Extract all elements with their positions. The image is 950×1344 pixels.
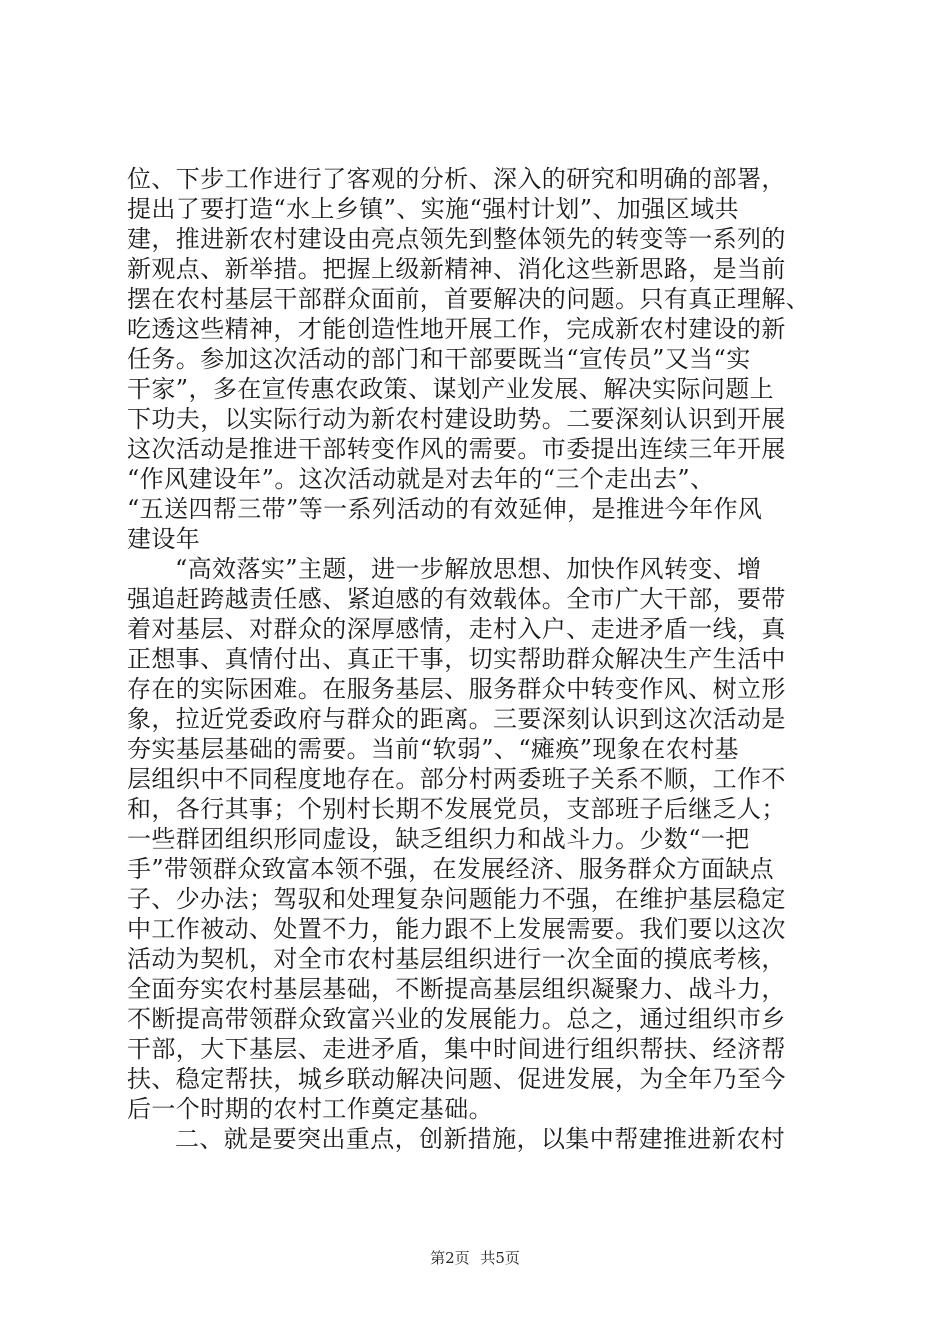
text-line: 活动为契机，对全市农村基层组织进行一次全面的摸底考核， bbox=[127, 945, 786, 973]
text-line: 着对基层、对群众的深厚感情，走村入户、走进矛盾一线，真 bbox=[127, 615, 786, 643]
text-line: 正想事、真情付出、真正干事，切实帮助群众解决生产生活中 bbox=[127, 645, 786, 673]
text-line: 子、少办法；驾驭和处理复杂问题能力不强，在维护基层稳定 bbox=[127, 885, 786, 913]
text-line: 任务。参加这次活动的部门和干部要既当“宣传员”又当“实 bbox=[127, 345, 751, 373]
page-number: 第2页 bbox=[430, 1249, 470, 1267]
document-body bbox=[127, 164, 857, 1154]
text-line: 建，推进新农村建设由亮点领先到整体领先的转变等一系列的 bbox=[127, 225, 786, 253]
text-line: 夯实基层基础的需要。当前“软弱”、“瘫痪”现象在农村基 bbox=[127, 735, 739, 763]
text-line: 干家”，多在宣传惠农政策、谋划产业发展、解决实际问题上 bbox=[127, 375, 775, 403]
text-line: 手”带领群众致富本领不强，在发展经济、服务群众方面缺点 bbox=[127, 855, 775, 883]
text-line: 全面夯实农村基层基础，不断提高基层组织凝聚力、战斗力， bbox=[127, 975, 786, 1003]
text-line: 新观点、新举措。把握上级新精神、消化这些新思路，是当前 bbox=[127, 255, 786, 283]
text-line: 扶、稳定帮扶，城乡联动解决问题、促进发展，为全年乃至今 bbox=[127, 1065, 786, 1093]
text-line: 下功夫，以实际行动为新农村建设助势。二要深刻认识到开展 bbox=[127, 405, 786, 433]
text-line: 中工作被动、处置不力，能力跟不上发展需要。我们要以这次 bbox=[127, 915, 786, 943]
text-line: 和，各行其事；个别村长期不发展党员，支部班子后继乏人； bbox=[127, 795, 786, 823]
paragraph-start-line: “高效落实”主题，进一步解放思想、加快作风转变、增 bbox=[175, 555, 762, 583]
text-line: 提出了要打造“水上乡镇”、实施“强村计划”、加强区域共 bbox=[127, 195, 739, 223]
text-line: 存在的实际困难。在服务基层、服务群众中转变作风、树立形 bbox=[127, 675, 786, 703]
text-line: 象，拉近党委政府与群众的距离。三要深刻认识到这次活动是 bbox=[127, 705, 786, 733]
text-line: 干部，大下基层、走进矛盾，集中时间进行组织帮扶、经济帮 bbox=[127, 1035, 786, 1063]
text-line: 后一个时期的农村工作奠定基础。 bbox=[127, 1095, 493, 1123]
text-line: 位、下步工作进行了客观的分析、深入的研究和明确的部署， bbox=[127, 165, 786, 193]
text-line: 不断提高带领群众致富兴业的发展能力。总之，通过组织市乡 bbox=[127, 1005, 786, 1033]
text-line: 这次活动是推进干部转变作风的需要。市委提出连续三年开展 bbox=[127, 435, 786, 463]
page-total: 共5页 bbox=[480, 1249, 520, 1267]
text-line: “五送四帮三带”等一系列活动的有效延伸，是推进今年作风 bbox=[127, 495, 763, 523]
text-line: 强追赶跨越责任感、紧迫感的有效载体。全市广大干部，要带 bbox=[127, 585, 786, 613]
text-line: 吃透这些精神，才能创造性地开展工作，完成新农村建设的新 bbox=[127, 315, 786, 343]
paragraph-start-line: 二、就是要突出重点，创新措施，以集中帮建推进新农村 bbox=[175, 1125, 785, 1153]
text-line: “作风建设年”。这次活动就是对去年的“三个走出去”、 bbox=[127, 465, 715, 493]
text-line: 建设年 bbox=[127, 525, 201, 553]
page-footer bbox=[0, 1248, 950, 1268]
text-line: 一些群团组织形同虚设，缺乏组织力和战斗力。少数“一把 bbox=[127, 825, 750, 853]
text-line: 层组织中不同程度地存在。部分村两委班子关系不顺，工作不 bbox=[127, 765, 786, 793]
text-line: 摆在农村基层干部群众面前，首要解决的问题。只有真正理解、 bbox=[127, 285, 811, 313]
